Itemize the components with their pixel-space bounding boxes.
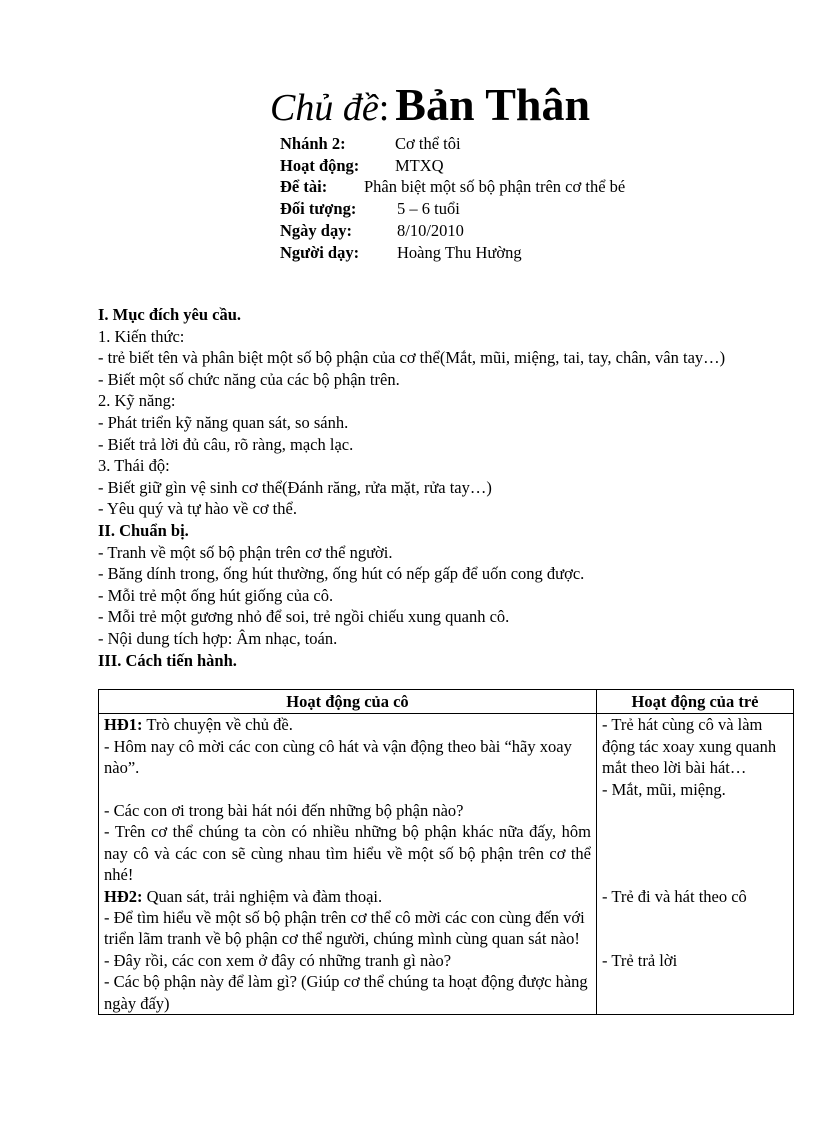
header-teacher-activity: Hoạt động của cô — [99, 690, 597, 714]
lesson-body — [98, 304, 778, 671]
child-step: - Trẻ đi và hát theo cô — [602, 886, 747, 906]
hd2-line — [104, 886, 591, 907]
hd1-text: Trò chuyện về chủ đề. — [142, 715, 293, 735]
subheading-attitude: 3. Thái độ: — [98, 456, 170, 476]
table-row — [99, 714, 794, 1015]
info-row-audience — [280, 198, 625, 220]
title-main: Bản Thân — [395, 79, 591, 130]
header-child-activity: Hoạt động của trẻ — [597, 690, 794, 714]
preparation-item: - Mỗi trẻ một ống hút giống của cô. — [98, 585, 334, 605]
info-value: Hoàng Thu Hường — [397, 242, 522, 262]
info-row-topic — [280, 176, 625, 198]
hd2-text: Quan sát, trải nghiệm và đàm thoại. — [142, 886, 383, 906]
teacher-step: - Để tìm hiểu về một số bộ phận trên cơ thể cô mời các con cùng đến với triển lãm tranh về bộ phận cơ thể người, chúng mình cùng quan sát nào! — [104, 908, 585, 949]
info-label: Nhánh 2: — [280, 134, 346, 153]
info-row-date — [280, 220, 625, 242]
hd1-line — [104, 714, 591, 735]
child-step: - Mắt, mũi, miệng. — [602, 779, 726, 799]
teacher-step: - Các con ơi trong bài hát nói đến những bộ phận nào? — [104, 801, 464, 821]
teacher-step: - Hôm nay cô mời các con cùng cô hát và vận động theo bài “hãy xoay nào”. — [104, 736, 572, 778]
teacher-activity-cell — [99, 714, 597, 1015]
section-heading-objectives: I. Mục đích yêu cầu. — [98, 305, 242, 324]
info-label: Để tài: — [280, 177, 328, 197]
page-title — [270, 79, 591, 130]
hd1-label: HĐ1: — [104, 715, 143, 735]
subheading-knowledge: 1. Kiến thức: — [98, 326, 185, 346]
preparation-item: - Mỗi trẻ một gương nhỏ để soi, trẻ ngồi chiếu xung quanh cô. — [98, 607, 510, 627]
title-colon: : — [378, 87, 390, 129]
activity-table — [98, 689, 794, 1015]
hd2-label: HĐ2: — [104, 886, 143, 906]
table-header-row — [99, 690, 794, 714]
info-label: Đối tượng: — [280, 199, 357, 219]
info-row-activity — [280, 155, 625, 177]
child-step: - Trẻ trả lời — [602, 950, 678, 970]
attitude-item: - Biết giữ gìn vệ sinh cơ thể(Đánh răng, rửa mặt, rửa tay…) — [98, 477, 492, 497]
teacher-step: - Đây rồi, các con xem ở đây có những tranh gì nào? — [104, 950, 452, 970]
attitude-item: - Yêu quý và tự hào về cơ thể. — [98, 499, 297, 519]
knowledge-item: - Biết một số chức năng của các bộ phận trên. — [98, 369, 400, 389]
skills-item: - Phát triển kỹ năng quan sát, so sánh. — [98, 412, 349, 432]
skills-item: - Biết trả lời đủ câu, rõ ràng, mạch lạc. — [98, 434, 354, 454]
preparation-item: - Tranh về một số bộ phận trên cơ thể người. — [98, 542, 393, 562]
info-label: Ngày dạy: — [280, 220, 352, 240]
child-activity-cell — [597, 714, 794, 1015]
teacher-step: - Trên cơ thể chúng ta còn có nhiều những bộ phận khác nữa đấy, hôm nay cô và các con sẽ cùng nhau tìm hiểu về một số bộ phận trên cơ thể nhé! — [104, 822, 591, 885]
preparation-item: - Nội dung tích hợp: Âm nhạc, toán. — [98, 628, 338, 648]
section-heading-preparation: II. Chuẩn bị. — [98, 520, 189, 540]
info-row-branch — [280, 133, 625, 155]
preparation-item: - Băng dính trong, ống hút thường, ống hút có nếp gấp để uốn cong được. — [98, 564, 585, 584]
info-row-teacher — [280, 242, 625, 264]
teacher-step: - Các bộ phận này để làm gì? (Giúp cơ thể chúng ta hoạt động được hàng ngày đấy) — [104, 972, 588, 1013]
knowledge-item: - trẻ biết tên và phân biệt một số bộ phận của cơ thể(Mắt, mũi, miệng, tai, tay, chân, vân tay…) — [98, 348, 726, 368]
section-heading-procedure: III. Cách tiến hành. — [98, 650, 237, 670]
info-label: Hoạt động: — [280, 155, 360, 175]
subheading-skills: 2. Kỹ năng: — [98, 391, 176, 411]
info-value: 5 – 6 tuổi — [397, 199, 460, 219]
info-value: MTXQ — [395, 155, 444, 175]
lesson-info — [280, 133, 625, 263]
info-value: 8/10/2010 — [397, 220, 464, 240]
info-label: Người dạy: — [280, 242, 360, 262]
info-value: Cơ thể tôi — [395, 134, 461, 153]
child-step: - Trẻ hát cùng cô và làm động tác xoay xung quanh mắt theo lời bài hát… — [602, 715, 777, 778]
info-value: Phân biệt một số bộ phận trên cơ thể bé — [364, 177, 626, 197]
title-prefix: Chủ đề — [270, 87, 379, 129]
